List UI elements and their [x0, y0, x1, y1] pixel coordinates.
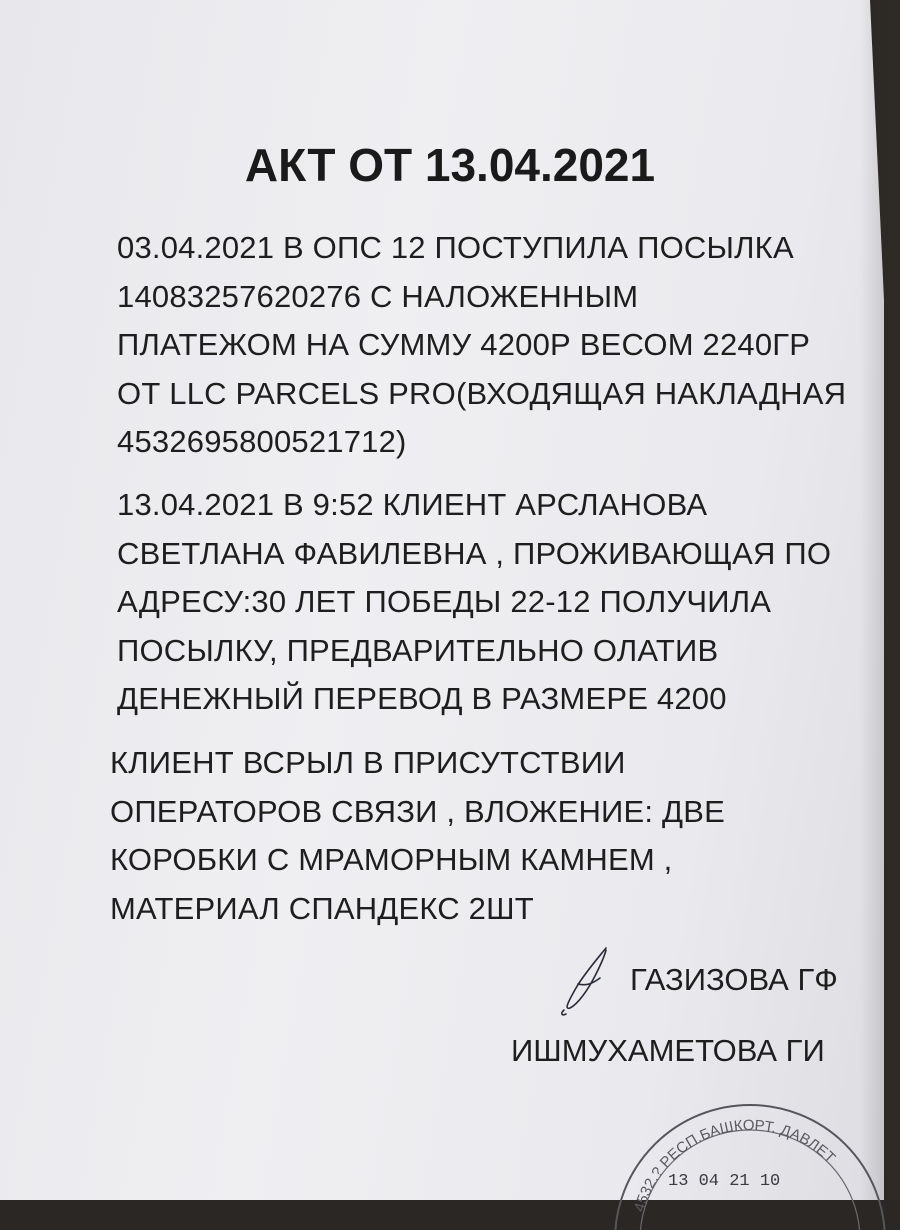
- signatory-gazizova: ГАЗИЗОВА ГФ: [630, 962, 838, 997]
- document-title: АКТ ОТ 13.04.2021: [244, 139, 656, 191]
- handwritten-signature: [548, 944, 628, 1024]
- paragraph-parcel-arrival: 03.04.2021 В ОПС 12 ПОСТУПИЛА ПОСЫЛКА 14083257620276 С НАЛОЖЕННЫМ ПЛАТЕЖОМ НА СУММУ 4200Р ВЕСОМ 2240ГР ОТ LLC PARCELS PRO(ВХОДЯЩАЯ НАКЛАДНАЯ 4532695800521712): [117, 230, 847, 459]
- paragraph-client-receipt: 13.04.2021 В 9:52 КЛИЕНТ АРСЛАНОВА СВЕТЛАНА ФАВИЛЕВНА , ПРОЖИВАЮЩАЯ ПО АДРЕСУ:30 ЛЕТ ПОБЕДЫ 22-12 ПОЛУЧИЛА ПОСЫЛКУ, ПРЕДВАРИТЕЛЬНО ОЛАТИВ ДЕНЕЖНЫЙ ПЕРЕВОД В РАЗМЕРЕ 4200: [117, 487, 832, 716]
- signatory-ishmukhametova: ИШМУХАМЕТОВА ГИ: [511, 1033, 825, 1068]
- svg-text:4532.? РЕСП.БАШКОРТ. ДАВЛЕТ: 4532.? РЕСП.БАШКОРТ. ДАВЛЕТ: [630, 1116, 839, 1214]
- svg-text:13 04 21 10: 13 04 21 10: [668, 1172, 781, 1191]
- paragraph-contents: КЛИЕНТ ВСРЫЛ В ПРИСУТСТВИИ ОПЕРАТОРОВ СВЯЗИ , ВЛОЖЕНИЕ: ДВЕ КОРОБКИ С МРАМОРНЫМ КАМНЕМ , МАТЕРИАЛ СПАНДЕКС 2ШТ: [110, 745, 725, 926]
- postal-stamp: [600, 1080, 900, 1230]
